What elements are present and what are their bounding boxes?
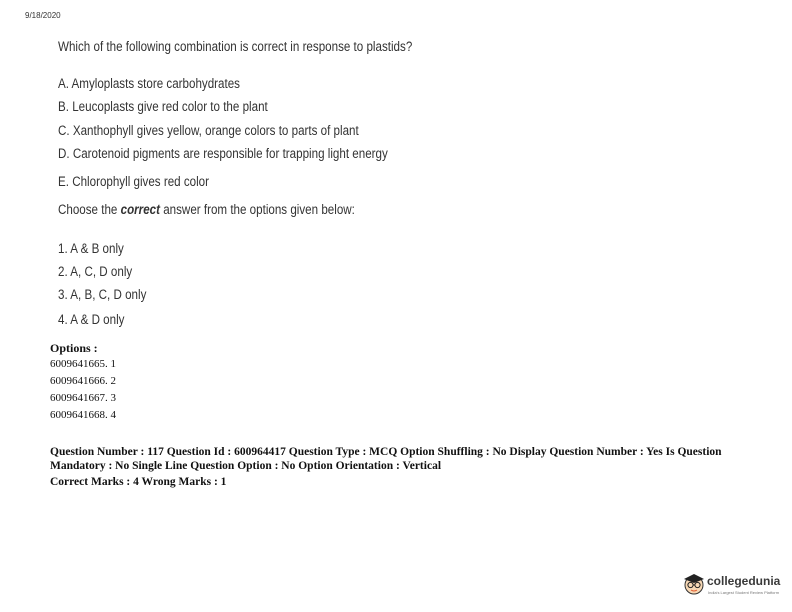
logo-brand: collegedunia	[707, 574, 781, 588]
marks-info: Correct Marks : 4 Wrong Marks : 1	[50, 476, 227, 488]
mascot-icon	[682, 571, 706, 597]
options-title: Options :	[50, 341, 98, 355]
option-item-1: 6009641665. 1	[50, 358, 116, 370]
choice-1: 1. A & B only	[58, 241, 124, 256]
question-stem: Which of the following combination is correct in response to plastids?	[58, 39, 413, 54]
statement-c: C. Xanthophyll gives yellow, orange colors to parts of plant	[58, 123, 359, 138]
print-date: 9/18/2020	[25, 11, 61, 20]
choice-4: 4. A & D only	[58, 312, 125, 327]
statement-b: B. Leucoplasts give red color to the plant	[58, 99, 268, 114]
question-metadata: Question Number : 117 Question Id : 600964417 Question Type : MCQ Option Shuffling : No Display Question Number : Yes Is Question Mandatory : No Single Line Question Option : No Option Orientation : Vertical	[50, 446, 722, 472]
instruction-prefix: Choose the	[58, 202, 121, 217]
instruction-text	[58, 202, 355, 217]
statement-d: D. Carotenoid pigments are responsible for trapping light energy	[58, 146, 388, 161]
instruction-emphasis: correct	[120, 202, 160, 217]
instruction-suffix: answer from the options given below:	[159, 202, 355, 217]
statement-a: A. Amyloplasts store carbohydrates	[58, 76, 240, 91]
option-item-4: 6009641668. 4	[50, 409, 116, 421]
choice-3: 3. A, B, C, D only	[58, 287, 147, 302]
collegedunia-logo	[682, 571, 782, 601]
statement-e: E. Chlorophyll gives red color	[58, 174, 210, 189]
option-item-3: 6009641667. 3	[50, 392, 116, 404]
choice-2: 2. A, C, D only	[58, 264, 133, 279]
option-item-2: 6009641666. 2	[50, 375, 116, 387]
logo-tagline: India's Largest Student Review Platform	[708, 590, 780, 595]
